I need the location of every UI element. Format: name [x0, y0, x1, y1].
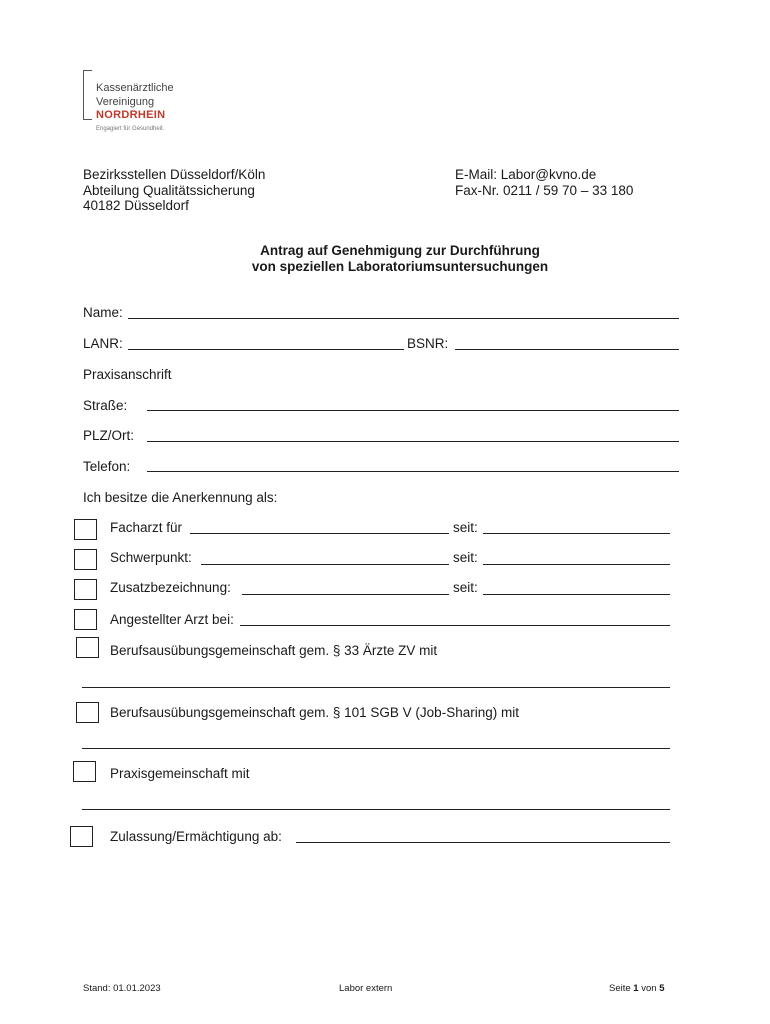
angestellter-label: Angestellter Arzt bei:: [110, 612, 234, 627]
bsnr-label: BSNR:: [407, 336, 449, 351]
facharzt-checkbox[interactable]: [74, 519, 97, 540]
telefon-field[interactable]: [147, 471, 679, 472]
facharzt-field[interactable]: [190, 533, 449, 534]
zulassung-checkbox[interactable]: [70, 826, 93, 847]
strasse-field[interactable]: [147, 410, 679, 411]
footer-page-info: [609, 983, 665, 994]
zusatzbezeichnung-field[interactable]: [242, 594, 449, 595]
schwerpunkt-seit-field[interactable]: [483, 564, 670, 565]
bsnr-field[interactable]: [455, 349, 679, 350]
contact-email: E-Mail: Labor@kvno.de: [455, 167, 597, 182]
footer-center: Labor extern: [339, 983, 393, 994]
contact-fax: Fax-Nr. 0211 / 59 70 – 33 180: [455, 182, 634, 198]
facharzt-seit-field[interactable]: [483, 533, 670, 534]
strasse-label: Straße:: [83, 398, 128, 413]
form-title-line-1: Antrag auf Genehmigung zur Durchführung: [260, 243, 540, 258]
angestellter-field[interactable]: [240, 625, 670, 626]
facharzt-label: Facharzt für: [110, 520, 183, 535]
praxisgemeinschaft-checkbox[interactable]: [73, 761, 96, 782]
address-block: [83, 167, 265, 214]
lanr-field[interactable]: [128, 349, 404, 350]
zusatzbezeichnung-seit-label: seit:: [453, 580, 478, 595]
logo-line-3: NORDRHEIN: [96, 109, 166, 121]
logo-tagline: Engagiert für Gesundheit.: [96, 126, 165, 132]
praxisanschrift-heading: Praxisanschrift: [83, 367, 172, 382]
logo-line-1: Kassenärztliche: [96, 82, 174, 94]
telefon-label: Telefon:: [83, 459, 131, 474]
bag101-label: Berufsausübungsgemeinschaft gem. § 101 SGB V (Job-Sharing) mit: [110, 705, 519, 720]
footer-page-number: 1: [633, 983, 639, 994]
praxisgemeinschaft-label: Praxisgemeinschaft mit: [110, 766, 250, 781]
facharzt-seit-label: seit:: [453, 520, 478, 535]
address-line-1: Bezirksstellen Düsseldorf/Köln: [83, 167, 266, 182]
bag33-label: Berufsausübungsgemeinschaft gem. § 33 Ärzte ZV mit: [110, 643, 438, 658]
footer-page-total: 5: [659, 983, 665, 994]
praxisgemeinschaft-field[interactable]: [82, 809, 670, 810]
zusatzbezeichnung-label: Zusatzbezeichnung:: [110, 580, 231, 595]
name-field[interactable]: [128, 318, 679, 319]
schwerpunkt-field[interactable]: [201, 564, 449, 565]
bag101-checkbox[interactable]: [76, 702, 99, 723]
zulassung-field[interactable]: [296, 842, 670, 843]
address-line-3: 40182 Düsseldorf: [83, 198, 189, 213]
logo-line-2: Vereinigung: [96, 96, 155, 108]
footer-seite-label: Seite: [609, 983, 631, 994]
name-label: Name:: [83, 305, 123, 320]
zusatzbezeichnung-seit-field[interactable]: [483, 594, 670, 595]
contact-block: [455, 167, 633, 198]
schwerpunkt-checkbox[interactable]: [74, 549, 97, 570]
plz-ort-label: PLZ/Ort:: [83, 428, 135, 443]
bag33-checkbox[interactable]: [76, 637, 99, 658]
bag33-field[interactable]: [82, 687, 670, 688]
bag101-field[interactable]: [82, 748, 670, 749]
logo-bracket: [83, 70, 92, 120]
anerkennung-heading: Ich besitze die Anerkennung als:: [83, 490, 278, 505]
schwerpunkt-label: Schwerpunkt:: [110, 550, 192, 565]
address-line-2: Abteilung Qualitätssicherung: [83, 182, 255, 198]
plz-ort-field[interactable]: [147, 441, 679, 442]
zulassung-label: Zulassung/Ermächtigung ab:: [110, 829, 282, 844]
schwerpunkt-seit-label: seit:: [453, 550, 478, 565]
footer-von-label: von: [641, 983, 657, 994]
angestellter-checkbox[interactable]: [74, 609, 97, 630]
lanr-label: LANR:: [83, 336, 123, 351]
zusatzbezeichnung-checkbox[interactable]: [74, 579, 97, 600]
footer-stand: Stand: 01.01.2023: [83, 983, 161, 994]
form-title-line-2: von speziellen Laboratoriumsuntersuchungen: [251, 259, 549, 274]
